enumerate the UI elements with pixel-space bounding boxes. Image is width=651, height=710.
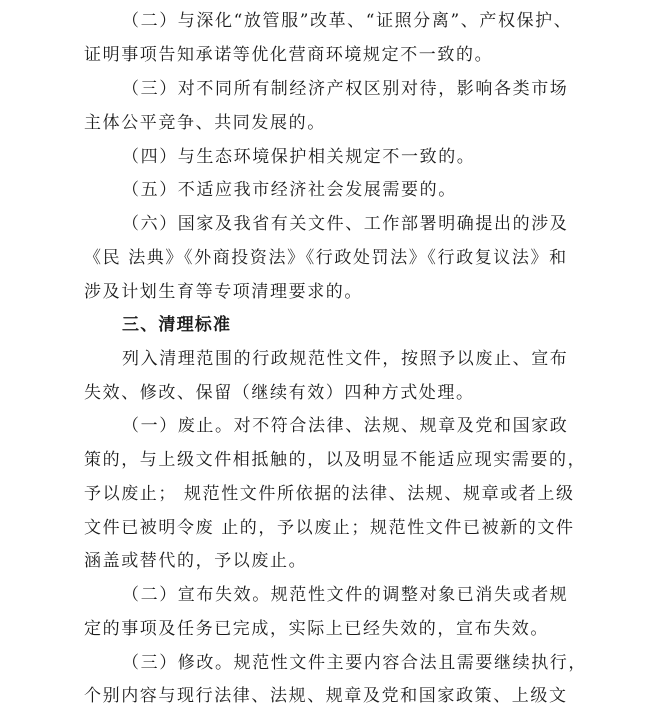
paragraph-line: （三）修改。规范性文件主要内容合法且需要继续执行， (122, 653, 587, 673)
paragraph-line: 文件已被明令废 止的，予以废止；规范性文件已被新的文件 (84, 518, 575, 538)
paragraph-line: （五）不适应我市经济社会发展需要的。 (122, 180, 457, 200)
paragraph-line: 证明事项告知承诺等优化营商环境规定不一致的。 (84, 45, 494, 65)
paragraph-line: 失效、修改、保留（继续有效）四种方式处理。 (84, 383, 475, 403)
paragraph-line: （四）与生态环境保护相关规定不一致的。 (122, 147, 476, 167)
paragraph-line: 策的，与上级文件相抵触的，以及明显不能适应现实需要的， (84, 450, 587, 470)
paragraph-line: 列入清理范围的行政规范性文件，按照予以废止、宣布 (122, 349, 569, 369)
paragraph-line: （二）宣布失效。规范性文件的调整对象已消失或者规 (122, 585, 569, 605)
paragraph-line: （二）与深化“放管服”改革、“证照分离”、产权保护、 (122, 11, 573, 31)
paragraph-line: （三）对不同所有制经济产权区别对待，影响各类市场 (122, 79, 569, 99)
paragraph-line: （一）废止。对不符合法律、法规、规章及党和国家政 (122, 416, 569, 436)
paragraph-line: 主体公平竞争、共同发展的。 (84, 113, 326, 133)
paragraph-line: 定的事项及任务已完成，实际上已经失效的，宣布失效。 (84, 619, 549, 639)
paragraph-line: 予以废止； 规范性文件所依据的法律、法规、规章或者上级 (84, 484, 575, 504)
paragraph-line: （六）国家及我省有关文件、工作部署明确提出的涉及 (122, 214, 569, 234)
section-heading: 三、清理标准 (122, 315, 232, 335)
paragraph-line: 涉及计划生育等专项清理要求的。 (84, 282, 363, 302)
paragraph-line: 涵盖或替代的，予以废止。 (84, 551, 308, 571)
paragraph-line: 个别内容与现行法律、法规、规章及党和国家政策、上级文 (84, 686, 568, 706)
paragraph-line: 《民 法典》《外商投资法》《行政处罚法》《行政复议法》和 (84, 248, 568, 268)
